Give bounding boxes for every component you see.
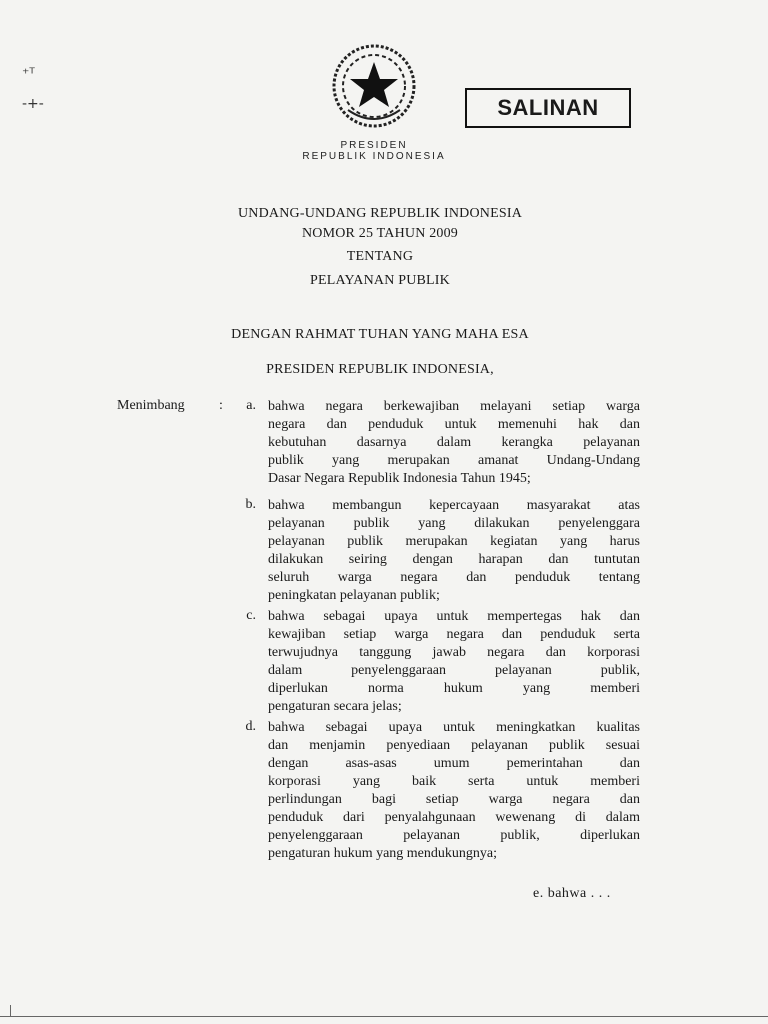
item-text-line: seluruh warga negara dan penduduk tentang: [268, 570, 640, 585]
item-text-line: bahwa negara berkewajiban melayani setiap warga: [268, 399, 640, 414]
item-text-line: publik yang merupakan amanat Undang-Undang: [268, 453, 640, 468]
menimbang-label: Menimbang: [117, 398, 185, 413]
item-letter: c.: [246, 608, 256, 623]
item-text-line: perlindungan bagi setiap warga negara dan: [268, 792, 640, 807]
item-text-line: dan menjamin penyediaan pelayanan publik sesuai: [268, 738, 640, 753]
item-text-line: pelayanan publik yang dilakukan penyelenggara: [268, 516, 640, 531]
item-text-line: diperlukan norma hukum yang memberi: [268, 681, 640, 696]
scan-mark-top: ⁺ᵀ: [22, 66, 35, 82]
item-text-line: pelayanan publik merupakan kegiatan yang harus: [268, 534, 640, 549]
item-text-line: penyelenggaraan pelayanan publik, diperlukan: [268, 828, 640, 843]
item-text-line: bahwa membangun kepercayaan masyarakat atas: [268, 498, 640, 513]
title-line1: UNDANG-UNDANG REPUBLIK INDONESIA: [237, 206, 523, 221]
item-text-line: korporasi yang baik serta untuk memberi: [268, 774, 640, 789]
item-text-line: kebutuhan dasarnya dalam kerangka pelayanan: [268, 435, 640, 450]
item-text-line: penduduk dari penyalahgunaan wewenang di dalam: [268, 810, 640, 825]
item-letter: a.: [246, 398, 256, 413]
item-text-line: bahwa sebagai upaya untuk mempertegas hak dan: [268, 609, 640, 624]
title-line2: NOMOR 25 TAHUN 2009: [301, 226, 459, 241]
item-text-line: terwujudnya tanggung jawab negara dan korporasi: [268, 645, 640, 660]
item-text-line: peningkatan pelayanan publik;: [268, 588, 440, 603]
scan-mark-bottom: -+-: [22, 96, 44, 112]
item-letter: b.: [245, 497, 256, 512]
preamble-line2: PRESIDEN REPUBLIK INDONESIA,: [266, 362, 494, 377]
item-text-line: negara dan penduduk untuk memenuhi hak dan: [268, 417, 640, 432]
item-letter: d.: [245, 719, 256, 734]
bottom-tick: [10, 1005, 11, 1017]
office-label-line2: REPUBLIK INDONESIA: [302, 151, 446, 162]
item-text-line: bahwa sebagai upaya untuk meningkatkan kualitas: [268, 720, 640, 735]
garuda-star-emblem-icon: [328, 40, 420, 132]
bottom-rule: [0, 1016, 768, 1017]
preamble-line1: DENGAN RAHMAT TUHAN YANG MAHA ESA: [231, 327, 529, 342]
menimbang-colon: :: [219, 398, 223, 413]
item-text-line: kewajiban setiap warga negara dan penduduk serta: [268, 627, 640, 642]
salinan-stamp: SALINAN: [465, 88, 631, 128]
item-text-line: Dasar Negara Republik Indonesia Tahun 1945;: [268, 471, 531, 486]
item-text-line: pengaturan secara jelas;: [268, 699, 402, 714]
office-label-line1: PRESIDEN: [340, 140, 408, 151]
next-page-catchword: e. bahwa . . .: [533, 886, 611, 901]
title-line4: PELAYANAN PUBLIK: [310, 273, 450, 288]
item-text-line: dengan asas-asas umum pemerintahan dan: [268, 756, 640, 771]
item-text-line: dilakukan seiring dengan harapan dan tuntutan: [268, 552, 640, 567]
title-line3: TENTANG: [346, 249, 414, 264]
item-text-line: dalam penyelenggaraan pelayanan publik,: [268, 663, 640, 678]
item-text-line: pengaturan hukum yang mendukungnya;: [268, 846, 498, 861]
